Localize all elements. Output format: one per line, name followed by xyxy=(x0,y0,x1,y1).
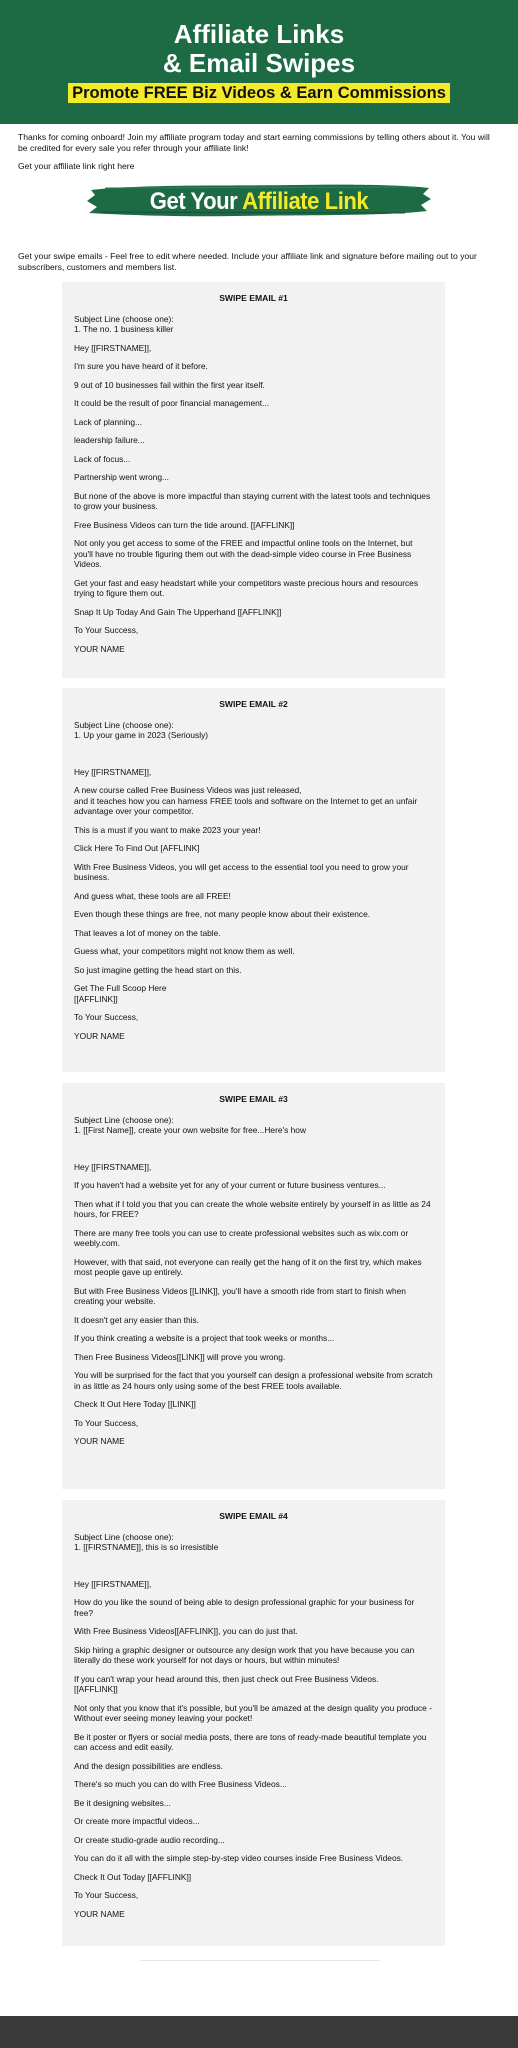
swipe-email-paragraph: 9 out of 10 businesses fail within the first year itself. xyxy=(74,379,265,390)
intro-section xyxy=(0,124,518,172)
divider xyxy=(140,1960,380,1961)
swipe-email-paragraph: That leaves a lot of money on the table. xyxy=(74,927,221,938)
swipe-email-paragraph: Lack of focus... xyxy=(74,453,131,464)
cta-container xyxy=(0,182,518,223)
swipe-email-paragraph: But with Free Business Videos [[LINK]], you'll have a smooth ride from start to finish when creating your website. xyxy=(74,1285,406,1306)
cta-label-part1: Get Your xyxy=(149,188,238,215)
swipe-email-card-1 xyxy=(62,282,445,678)
swipe-email-paragraph: Then Free Business Videos[[LINK]] will prove you wrong. xyxy=(74,1351,286,1362)
swipe-email-paragraph: If you can't wrap your head around this, then just check out Free Business Videos. [[AFFLINK]] xyxy=(74,1673,379,1694)
swipe-email-paragraph xyxy=(74,749,433,759)
swipe-email-paragraph: Subject Line (choose one): 1. Up your game in 2023 (Seriously) xyxy=(74,719,209,740)
swipe-email-paragraph: It doesn't get any easier than this. xyxy=(74,1314,199,1325)
swipe-email-paragraph: Even though these things are free, not many people know about their existence. xyxy=(74,909,371,919)
swipe-email-paragraph: Get The Full Scoop Here [[AFFLINK]] xyxy=(74,983,167,1004)
swipe-email-title: SWIPE EMAIL #3 xyxy=(219,1094,288,1104)
swipe-email-paragraph: Click Here To Find Out [AFFLINK] xyxy=(74,843,200,853)
swipe-email-paragraph: I'm sure you have heard of it before. xyxy=(74,361,208,371)
swipe-email-paragraph: Or create more impactful videos... xyxy=(74,1816,200,1826)
swipe-email-paragraph: Be it poster or flyers or social media posts, there are tons of ready-made beautiful template you can access and edit easily. xyxy=(74,1731,427,1752)
swipe-email-card-4 xyxy=(62,1500,445,1946)
swipe-email-paragraph: You can do it all with the simple step-by-step video courses inside Free Business Videos. xyxy=(74,1853,404,1863)
swipe-email-paragraph: Check It Out Today [[AFFLINK]] xyxy=(74,1871,192,1882)
swipe-email-paragraph: However, with that said, not everyone can really get the hang of it on the first try, which makes most people gave up entirely. xyxy=(74,1256,422,1277)
swipe-email-paragraph xyxy=(74,1561,433,1571)
page-header xyxy=(0,0,518,124)
swipe-email-paragraph: Guess what, your competitors might not know them as well. xyxy=(74,946,295,956)
swipe-email-paragraph: Skip hiring a graphic designer or outsource any design work that you have because you can literally do these work yourself for not days or hours, but within minutes! xyxy=(74,1644,415,1665)
swipe-email-paragraph: Hey [[FIRSTNAME]], xyxy=(74,342,152,353)
swipe-email-paragraph: And guess what, these tools are all FREE! xyxy=(74,890,231,901)
swipe-email-paragraph: Subject Line (choose one): 1. [[FIRSTNAME]], this is so irresistible xyxy=(74,1531,219,1552)
swipe-email-title: SWIPE EMAIL #2 xyxy=(219,699,288,709)
swipe-email-paragraph: A new course called Free Business Videos was just released, and it teaches how you can harness FREE tools and software on the Internet to get an unfair advantage over your competitor. xyxy=(74,785,418,816)
swipe-email-title: SWIPE EMAIL #4 xyxy=(219,1511,288,1521)
swipe-email-paragraph: YOUR NAME xyxy=(74,1030,125,1041)
swipe-email-paragraph: To Your Success, xyxy=(74,1417,139,1428)
swipe-email-paragraph: Subject Line (choose one): 1. [[First Name]], create your own website for free...Here's how xyxy=(74,1114,306,1135)
swipe-email-paragraph: leadership failure... xyxy=(74,435,145,445)
swipe-email-paragraph: Be it designing websites... xyxy=(74,1797,171,1808)
swipe-email-paragraph: It could be the result of poor financial management... xyxy=(74,398,270,408)
swipe-email-paragraph: So just imagine getting the head start on this. xyxy=(74,964,242,975)
swipe-email-paragraph: Not only that you know that it's possible, but you'll be amazed at the design quality you produce - Without ever seeing money leaving your pocket! xyxy=(74,1702,432,1723)
get-affiliate-link-button[interactable] xyxy=(85,182,433,218)
swipe-email-paragraph: You will be surprised for the fact that you yourself can design a professional website from scratch in as little as 24 hours only using some of the best FREE tools available. xyxy=(74,1370,433,1391)
page-title xyxy=(0,20,518,78)
swipe-email-paragraph: Partnership went wrong... xyxy=(74,472,169,482)
swipe-email-paragraph: Or create studio-grade audio recording... xyxy=(74,1834,225,1845)
swipe-email-paragraph: YOUR NAME xyxy=(74,1908,125,1919)
swipe-email-paragraph: Hey [[FIRSTNAME]], xyxy=(74,1578,152,1589)
swipe-email-paragraph: Not only you get access to some of the FREE and impactful online tools on the Internet, but you'll have no trouble figuring them out with the dead-simple video course in Free Business Videos. xyxy=(74,538,413,569)
swipe-email-paragraph: And the design possibilities are endless. xyxy=(74,1760,223,1771)
swipe-email-paragraph: If you think creating a website is a project that took weeks or months... xyxy=(74,1333,335,1343)
swipe-email-paragraph: To Your Success, xyxy=(74,1890,139,1900)
swipe-email-paragraph: Get your fast and easy headstart while your competitors waste precious hours and resources trying to figure them out. xyxy=(74,577,419,598)
swipe-email-paragraph: Then what if I told you that you can create the whole website entirely by yourself in as little as 24 hours, for FREE? xyxy=(74,1198,431,1219)
swipe-email-paragraph: With Free Business Videos, you will get access to the essential tool you need to grow your business. xyxy=(74,861,409,882)
intro-paragraph: Thanks for coming onboard! Join my affiliate program today and start earning commissions by telling others about it. You will be credited for every sale you refer through your affiliate link! xyxy=(18,132,490,153)
swipe-email-paragraph: This is a must if you want to make 2023 your year! xyxy=(74,824,261,835)
swipe-email-paragraph: Hey [[FIRSTNAME]], xyxy=(74,766,152,777)
swipe-email-paragraph: Lack of planning... xyxy=(74,416,142,427)
swipe-email-paragraph: Hey [[FIRSTNAME]], xyxy=(74,1161,152,1172)
swipe-email-paragraph: With Free Business Videos[[AFFLINK]], you can do just that. xyxy=(74,1626,298,1636)
swipe-email-paragraph: YOUR NAME xyxy=(74,643,125,654)
swipe-emails-intro: Get your swipe emails - Feel free to edit where needed. Include your affiliate link and signature before mailing out to your subscribers, customers and members list. xyxy=(18,251,477,272)
page-subtitle: Promote FREE Biz Videos & Earn Commissions xyxy=(68,83,450,103)
title-line-2: & Email Swipes xyxy=(162,48,356,78)
swipe-email-paragraph: Subject Line (choose one): 1. The no. 1 business killer xyxy=(74,313,174,334)
swipe-email-title: SWIPE EMAIL #1 xyxy=(219,293,288,303)
swipe-email-paragraph: To Your Success, xyxy=(74,625,139,635)
swipe-email-paragraph xyxy=(74,1144,433,1154)
page-footer xyxy=(0,2016,518,2048)
swipe-email-paragraph: To Your Success, xyxy=(74,1012,139,1022)
swipe-email-paragraph: Snap It Up Today And Gain The Upperhand [[AFFLINK]] xyxy=(74,606,282,617)
swipe-email-paragraph: YOUR NAME xyxy=(74,1436,125,1446)
swipe-email-paragraph: Check It Out Here Today [[LINK]] xyxy=(74,1399,196,1409)
swipe-email-paragraph: There are many free tools you can use to create professional websites such as wix.com or weebly.com. xyxy=(74,1227,409,1248)
cta-label xyxy=(99,188,419,216)
swipe-email-paragraph: Free Business Videos can turn the tide around. [[AFFLINK]] xyxy=(74,519,295,530)
swipe-email-paragraph: If you haven't had a website yet for any of your current or future business ventures... xyxy=(74,1180,386,1190)
swipe-email-card-2 xyxy=(62,688,445,1072)
cta-label-part2: Affiliate Link xyxy=(242,188,369,215)
swipe-email-paragraph: But none of the above is more impactful than staying current with the latest tools and techniques to grow your business. xyxy=(74,490,431,511)
title-line-1: Affiliate Links xyxy=(173,19,345,49)
swipe-email-paragraph: How do you like the sound of being able to design professional graphic for your business for free? xyxy=(74,1597,415,1618)
affiliate-link-prompt: Get your affiliate link right here xyxy=(18,161,135,171)
swipe-email-card-3 xyxy=(62,1083,445,1489)
swipe-email-paragraph: There's so much you can do with Free Business Videos... xyxy=(74,1779,287,1789)
